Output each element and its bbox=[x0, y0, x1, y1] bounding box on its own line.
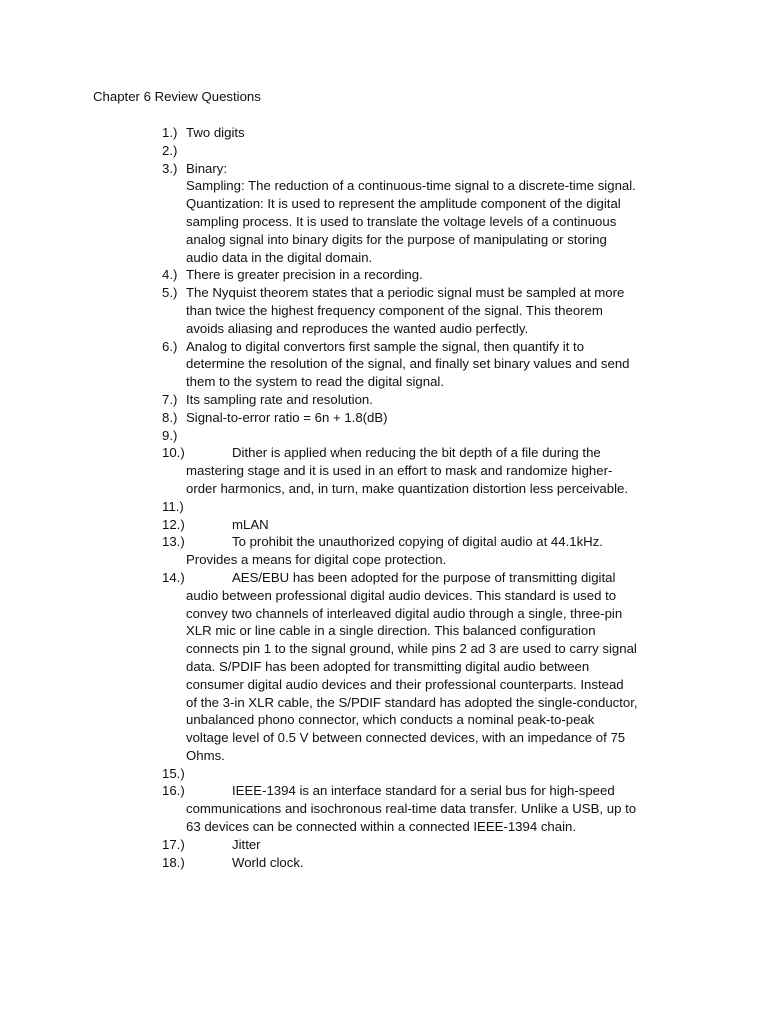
answer-line-blank bbox=[186, 765, 682, 783]
answer-text: IEEE-1394 is an interface standard for a serial bus for high-speed bbox=[232, 783, 615, 799]
question-number: 16.) bbox=[162, 783, 185, 799]
question-number: 1.) bbox=[162, 125, 178, 140]
answer-text: There is greater precision in a recording. bbox=[186, 267, 423, 283]
question-item bbox=[162, 266, 682, 284]
answer-line bbox=[186, 391, 682, 409]
answer-text: Provides a means for digital cope protection. bbox=[186, 552, 447, 568]
answer-text: World clock. bbox=[232, 854, 304, 870]
answer-line bbox=[186, 640, 682, 658]
answer-text: XLR mic or line cable in a single direction. This balanced configuration bbox=[186, 623, 596, 639]
answer-line bbox=[186, 195, 682, 213]
answer-line bbox=[186, 711, 682, 729]
answer-text: audio data in the digital domain. bbox=[186, 249, 373, 265]
answer-text: analog signal into binary digits for the purpose of manipulating or storing bbox=[186, 231, 607, 247]
answer-line bbox=[186, 782, 682, 800]
question-item bbox=[162, 498, 682, 516]
answer-line bbox=[186, 355, 682, 373]
answer-line bbox=[186, 800, 682, 818]
answer-text: consumer digital audio devices and their professional counterparts. Instead bbox=[186, 676, 624, 692]
answer-line bbox=[186, 480, 682, 498]
answer-text: order harmonics, and, in turn, make quantization distortion less perceivable. bbox=[186, 480, 629, 496]
question-item bbox=[162, 160, 682, 267]
answer-text: Two digits bbox=[186, 125, 245, 140]
answer-line bbox=[186, 160, 682, 178]
answer-text: Sampling: The reduction of a continuous-time signal to a discrete-time signal. bbox=[186, 178, 636, 194]
question-number: 7.) bbox=[162, 391, 178, 407]
answer-line bbox=[186, 854, 682, 872]
answer-line bbox=[186, 409, 682, 427]
answer-line bbox=[186, 266, 682, 284]
question-number: 5.) bbox=[162, 285, 178, 301]
answer-line bbox=[186, 729, 682, 747]
answer-text: 63 devices can be connected within a connected IEEE-1394 chain. bbox=[186, 819, 577, 835]
question-item bbox=[162, 444, 682, 497]
answer-line-blank bbox=[186, 498, 682, 516]
question-number: 14.) bbox=[162, 569, 185, 585]
answer-line bbox=[186, 747, 682, 765]
answer-text: determine the resolution of the signal, and finally set binary values and send bbox=[186, 356, 630, 372]
answer-text: them to the system to read the digital signal. bbox=[186, 374, 445, 390]
question-number: 3.) bbox=[162, 160, 178, 176]
question-number: 18.) bbox=[162, 854, 185, 870]
answer-line-blank bbox=[186, 427, 682, 445]
question-item bbox=[162, 516, 682, 534]
answer-line bbox=[186, 338, 682, 356]
question-item bbox=[162, 338, 682, 391]
question-number: 10.) bbox=[162, 445, 185, 461]
question-number: 13.) bbox=[162, 534, 185, 550]
answer-text: communications and isochronous real-time data transfer. Unlike a USB, up to bbox=[186, 801, 637, 817]
answer-text: To prohibit the unauthorized copying of digital audio at 44.1kHz. bbox=[232, 534, 603, 550]
question-number: 2.) bbox=[162, 142, 178, 158]
answer-text: Binary: bbox=[186, 160, 228, 176]
answer-text: than twice the highest frequency component of the signal. This theorem bbox=[186, 302, 603, 318]
answer-line bbox=[186, 551, 682, 569]
answer-line bbox=[186, 213, 682, 231]
answer-line bbox=[186, 569, 682, 587]
answer-text: of the 3-in XLR cable, the S/PDIF standard has adopted the single-conductor, bbox=[186, 694, 638, 710]
answer-line bbox=[186, 231, 682, 249]
answer-text: voltage level of 0.5 V between connected devices, with an impedance of 75 bbox=[186, 730, 626, 746]
answer-line bbox=[186, 462, 682, 480]
question-item bbox=[162, 836, 682, 854]
answer-line bbox=[186, 373, 682, 391]
answer-text: convey two channels of interleaved digital audio through a single, three-pin bbox=[186, 605, 623, 621]
question-item bbox=[162, 569, 682, 765]
answer-text: Ohms. bbox=[186, 747, 225, 763]
answer-line bbox=[186, 177, 682, 195]
answer-line bbox=[186, 302, 682, 320]
question-item bbox=[162, 854, 682, 872]
answer-text: avoids aliasing and reproduces the wanted audio perfectly. bbox=[186, 320, 529, 336]
answer-text: AES/EBU has been adopted for the purpose of transmitting digital bbox=[232, 569, 616, 585]
question-item bbox=[162, 124, 682, 142]
answer-line bbox=[186, 124, 682, 142]
question-item bbox=[162, 391, 682, 409]
answer-text: Dither is applied when reducing the bit depth of a file during the bbox=[232, 445, 601, 461]
question-item bbox=[162, 142, 682, 160]
answer-line bbox=[186, 249, 682, 267]
answer-text: audio between professional digital audio devices. This standard is used to bbox=[186, 587, 617, 603]
question-item bbox=[162, 427, 682, 445]
page-title: Chapter 6 Review Questions bbox=[93, 89, 261, 104]
question-number: 6.) bbox=[162, 338, 178, 354]
answer-text: sampling process. It is used to translate the voltage levels of a continuous bbox=[186, 213, 617, 229]
answer-line bbox=[186, 587, 682, 605]
question-item bbox=[162, 409, 682, 427]
answer-line bbox=[186, 676, 682, 694]
question-number: 9.) bbox=[162, 427, 178, 443]
answer-text: data. S/PDIF has been adopted for transmitting digital audio between bbox=[186, 658, 590, 674]
question-item bbox=[162, 533, 682, 569]
question-number: 17.) bbox=[162, 836, 185, 852]
answer-line bbox=[186, 516, 682, 534]
answer-text: connects pin 1 to the signal ground, while pins 2 ad 3 are used to carry signal bbox=[186, 641, 637, 657]
answer-text: unbalanced phono connector, which conducts a nominal peak-to-peak bbox=[186, 712, 595, 728]
answer-line bbox=[186, 444, 682, 462]
question-number: 12.) bbox=[162, 516, 185, 532]
answer-text: Analog to digital convertors first sample the signal, then quantify it to bbox=[186, 338, 585, 354]
question-number: 8.) bbox=[162, 409, 178, 425]
answer-line bbox=[186, 284, 682, 302]
answer-line bbox=[186, 694, 682, 712]
answer-line bbox=[186, 818, 682, 836]
answer-text: mastering stage and it is used in an effort to mask and randomize higher- bbox=[186, 463, 613, 479]
question-number: 15.) bbox=[162, 765, 185, 781]
question-number: 11.) bbox=[162, 498, 184, 514]
answer-line bbox=[186, 320, 682, 338]
question-number: 4.) bbox=[162, 267, 178, 283]
question-item bbox=[162, 782, 682, 835]
answer-text: mLAN bbox=[232, 516, 269, 532]
answer-line-blank bbox=[186, 142, 682, 160]
answer-text: Its sampling rate and resolution. bbox=[186, 391, 373, 407]
question-item bbox=[162, 765, 682, 783]
answer-text: Quantization: It is used to represent the amplitude component of the digital bbox=[186, 196, 621, 212]
review-question-list bbox=[162, 124, 682, 871]
answer-line bbox=[186, 533, 682, 551]
answer-line bbox=[186, 836, 682, 854]
answer-text: Signal-to-error ratio = 6n + 1.8(dB) bbox=[186, 409, 388, 425]
question-item bbox=[162, 284, 682, 337]
answer-line bbox=[186, 622, 682, 640]
answer-text: Jitter bbox=[232, 836, 261, 852]
answer-line bbox=[186, 658, 682, 676]
answer-line bbox=[186, 605, 682, 623]
answer-text: The Nyquist theorem states that a periodic signal must be sampled at more bbox=[186, 285, 625, 301]
